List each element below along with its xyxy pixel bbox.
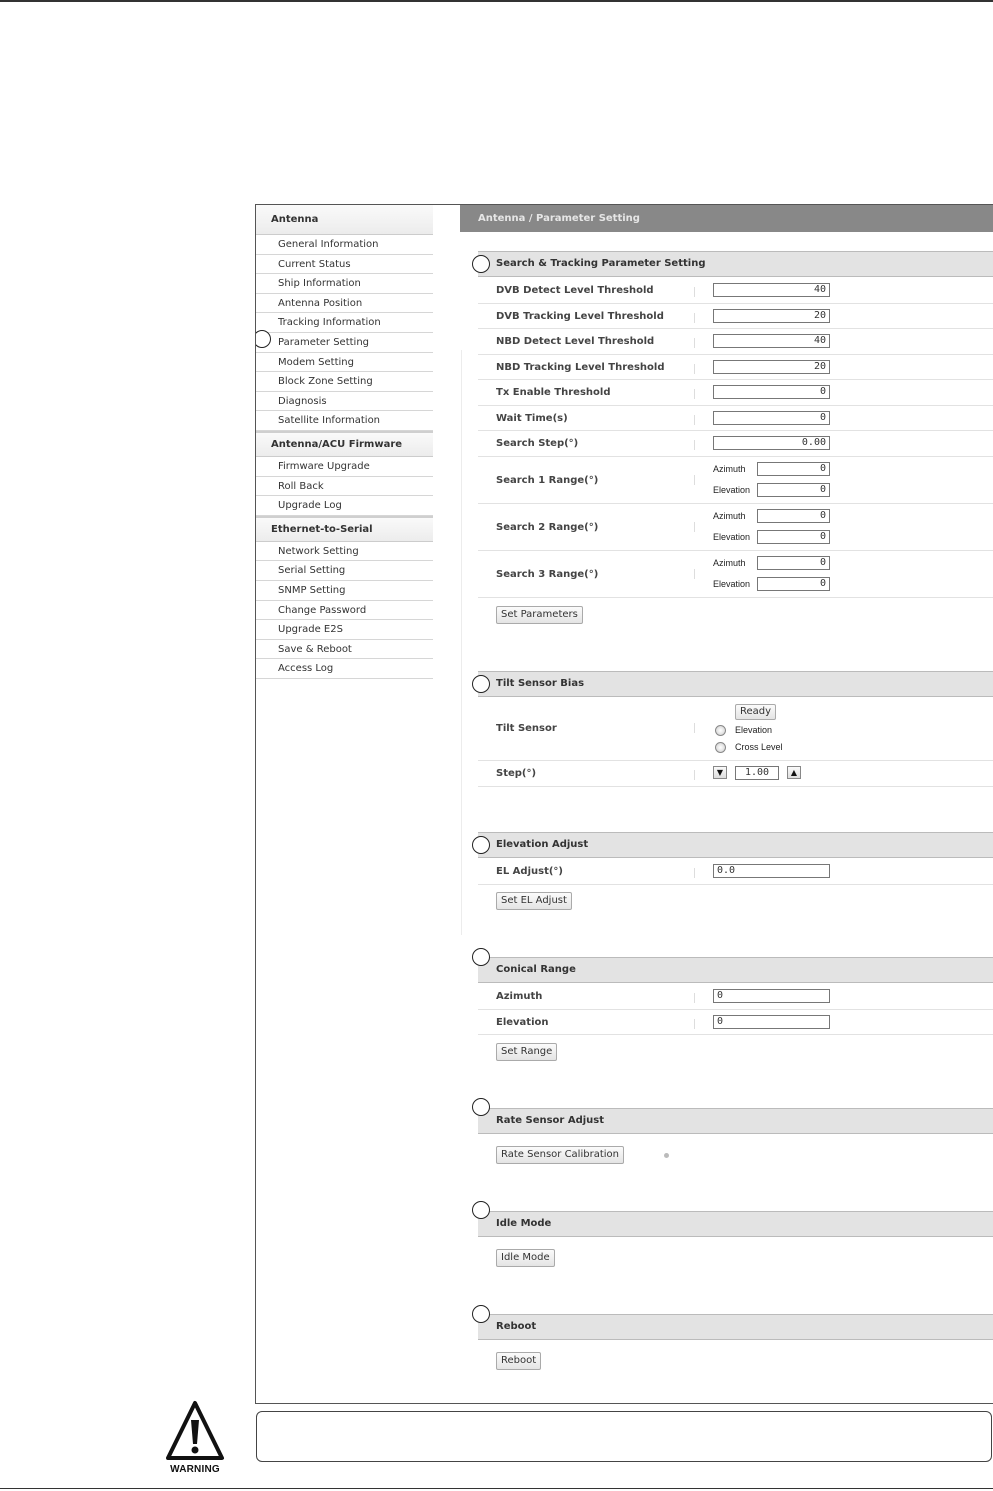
sidebar-item-ship-information[interactable]: Ship Information xyxy=(256,274,433,294)
row-divider xyxy=(694,1019,695,1029)
param-row xyxy=(478,431,993,457)
param-row xyxy=(478,406,993,432)
row-divider xyxy=(694,364,695,374)
param-label: Tilt Sensor xyxy=(496,723,557,734)
row-divider xyxy=(694,440,695,450)
elevation-radio[interactable] xyxy=(715,725,726,736)
callout-circle xyxy=(472,675,490,693)
section-rate-sensor-header: Rate Sensor Adjust xyxy=(478,1108,993,1134)
sidebar-item-snmp-setting[interactable]: SNMP Setting xyxy=(256,581,433,601)
sidebar-item-roll-back[interactable]: Roll Back xyxy=(256,477,433,497)
sidebar-item-parameter-setting[interactable]: Parameter Setting xyxy=(256,333,433,353)
callout-circle xyxy=(472,1201,490,1219)
calibration-status-indicator xyxy=(664,1153,669,1158)
sidebar-item-network-setting[interactable]: Network Setting xyxy=(256,542,433,562)
param-label: Search 1 Range(°) xyxy=(496,475,599,486)
param-row xyxy=(478,278,993,304)
warning-box xyxy=(256,1411,992,1462)
param-label: Search 3 Range(°) xyxy=(496,569,599,580)
search2-elevation-input[interactable]: 0 xyxy=(757,530,830,544)
sidebar-item-access-log[interactable]: Access Log xyxy=(256,659,433,679)
param-row xyxy=(478,355,993,381)
step-down-icon[interactable]: ▼ xyxy=(713,766,727,779)
search1-elevation-input[interactable]: 0 xyxy=(757,483,830,497)
param-label: NBD Detect Level Threshold xyxy=(496,336,655,347)
elevation-radio-label: Elevation xyxy=(735,725,773,735)
warning-label: WARNING xyxy=(170,1464,220,1475)
param-label: Search 2 Range(°) xyxy=(496,522,599,533)
param-label: DVB Detect Level Threshold xyxy=(496,285,654,296)
tilt-ready-button[interactable]: Ready xyxy=(735,704,776,720)
warning-triangle-icon xyxy=(165,1400,225,1464)
row-divider xyxy=(694,287,695,297)
screenshot-frame xyxy=(255,204,993,1404)
azimuth-label: Azimuth xyxy=(713,511,746,521)
sidebar-group-ethernet-to-serial: Ethernet-to-Serial xyxy=(256,518,433,542)
row-divider xyxy=(694,522,695,532)
wait-time-input[interactable]: 0 xyxy=(713,411,830,425)
content-divider-line xyxy=(461,350,462,935)
param-label: Elevation xyxy=(496,1016,549,1028)
row-divider xyxy=(694,475,695,485)
elevation-label: Elevation xyxy=(713,532,751,542)
param-label: Search Step(°) xyxy=(496,438,579,449)
set-parameters-button[interactable]: Set Parameters xyxy=(496,606,583,624)
sidebar-item-block-zone-setting[interactable]: Block Zone Setting xyxy=(256,372,433,392)
step-value-input[interactable]: 1.00 xyxy=(735,766,779,780)
callout-circle xyxy=(472,255,490,273)
row-divider xyxy=(694,723,695,733)
cross-level-radio[interactable] xyxy=(715,742,726,753)
sidebar-item-modem-setting[interactable]: Modem Setting xyxy=(256,353,433,373)
search-range-row xyxy=(478,504,993,551)
reboot-button[interactable]: Reboot xyxy=(496,1352,541,1370)
row-divider xyxy=(694,569,695,579)
search-range-row xyxy=(478,457,993,504)
sidebar-item-current-status[interactable]: Current Status xyxy=(256,255,433,275)
step-up-icon[interactable]: ▲ xyxy=(787,766,801,779)
page-top-rule xyxy=(0,0,993,2)
el-adjust-row xyxy=(478,859,993,885)
row-divider xyxy=(694,868,695,878)
search-range-row xyxy=(478,551,993,598)
tilt-sensor-row xyxy=(478,698,993,761)
search3-azimuth-input[interactable]: 0 xyxy=(757,556,830,570)
callout-circle xyxy=(472,948,490,966)
page-bottom-rule xyxy=(0,1488,993,1489)
idle-mode-button[interactable]: Idle Mode xyxy=(496,1249,555,1267)
param-label: EL Adjust(°) xyxy=(496,866,564,877)
conical-elevation-input[interactable]: 0 xyxy=(713,1015,830,1029)
elevation-label: Elevation xyxy=(713,485,751,495)
section-reboot-header: Reboot xyxy=(478,1314,993,1340)
callout-circle xyxy=(472,1098,490,1116)
sidebar xyxy=(256,205,433,679)
breadcrumb: Antenna / Parameter Setting xyxy=(460,205,993,232)
warning-icon xyxy=(165,1400,225,1478)
elevation-label: Elevation xyxy=(713,579,751,589)
section-conical-range-header: Conical Range xyxy=(478,957,993,983)
param-label: Azimuth xyxy=(496,991,543,1002)
search1-azimuth-input[interactable]: 0 xyxy=(757,462,830,476)
sidebar-item-upgrade-log[interactable]: Upgrade Log xyxy=(256,496,433,516)
el-adjust-input[interactable]: 0.0 xyxy=(713,864,830,878)
tx-enable-threshold-input[interactable]: 0 xyxy=(713,385,830,399)
section-search-tracking-header: Search & Tracking Parameter Setting xyxy=(478,251,993,277)
nbd-detect-threshold-input[interactable]: 40 xyxy=(713,334,830,348)
param-label: DVB Tracking Level Threshold xyxy=(496,310,664,322)
param-label: NBD Tracking Level Threshold xyxy=(496,361,665,373)
set-range-button[interactable]: Set Range xyxy=(496,1043,557,1061)
param-label: Step(°) xyxy=(496,768,537,779)
section-elevation-adjust-header: Elevation Adjust xyxy=(478,832,993,858)
row-divider xyxy=(694,993,695,1003)
param-row xyxy=(478,304,993,330)
sidebar-group-antenna: Antenna xyxy=(256,205,433,235)
sidebar-item-satellite-information[interactable]: Satellite Information xyxy=(256,411,433,431)
row-divider xyxy=(694,313,695,323)
param-label: Tx Enable Threshold xyxy=(496,387,611,398)
param-label: Wait Time(s) xyxy=(496,412,568,424)
conical-azimuth-input[interactable]: 0 xyxy=(713,989,830,1003)
conical-elevation-row xyxy=(478,1010,993,1036)
sidebar-item-diagnosis[interactable]: Diagnosis xyxy=(256,392,433,412)
search2-azimuth-input[interactable]: 0 xyxy=(757,509,830,523)
sidebar-item-firmware-upgrade[interactable]: Firmware Upgrade xyxy=(256,457,433,477)
row-divider xyxy=(694,338,695,348)
callout-circle xyxy=(472,836,490,854)
row-divider xyxy=(694,770,695,780)
sidebar-item-save-reboot[interactable]: Save & Reboot xyxy=(256,640,433,660)
section-tilt-sensor-header: Tilt Sensor Bias xyxy=(478,671,993,697)
row-divider xyxy=(694,389,695,399)
sidebar-item-upgrade-e2s[interactable]: Upgrade E2S xyxy=(256,620,433,640)
section-idle-mode-header: Idle Mode xyxy=(478,1211,993,1237)
search-step-input[interactable]: 0.00 xyxy=(713,436,830,450)
row-divider xyxy=(694,415,695,425)
param-row xyxy=(478,329,993,355)
sidebar-item-general-information[interactable]: General Information xyxy=(256,235,433,255)
conical-azimuth-row xyxy=(478,984,993,1010)
sidebar-item-antenna-position[interactable]: Antenna Position xyxy=(256,294,433,314)
rate-sensor-calibration-button[interactable]: Rate Sensor Calibration xyxy=(496,1146,624,1164)
sidebar-group-firmware: Antenna/ACU Firmware xyxy=(256,433,433,457)
sidebar-item-serial-setting[interactable]: Serial Setting xyxy=(256,561,433,581)
azimuth-label: Azimuth xyxy=(713,558,746,568)
azimuth-label: Azimuth xyxy=(713,464,746,474)
dvb-detect-threshold-input[interactable]: 40 xyxy=(713,283,830,297)
callout-circle xyxy=(472,1305,490,1323)
sidebar-item-change-password[interactable]: Change Password xyxy=(256,601,433,621)
search3-elevation-input[interactable]: 0 xyxy=(757,577,830,591)
sidebar-item-tracking-information[interactable]: Tracking Information xyxy=(256,313,433,333)
step-row xyxy=(478,761,993,787)
set-el-adjust-button[interactable]: Set EL Adjust xyxy=(496,892,572,910)
nbd-tracking-threshold-input[interactable]: 20 xyxy=(713,360,830,374)
param-row xyxy=(478,380,993,406)
cross-level-radio-label: Cross Level xyxy=(735,742,783,752)
dvb-tracking-threshold-input[interactable]: 20 xyxy=(713,309,830,323)
